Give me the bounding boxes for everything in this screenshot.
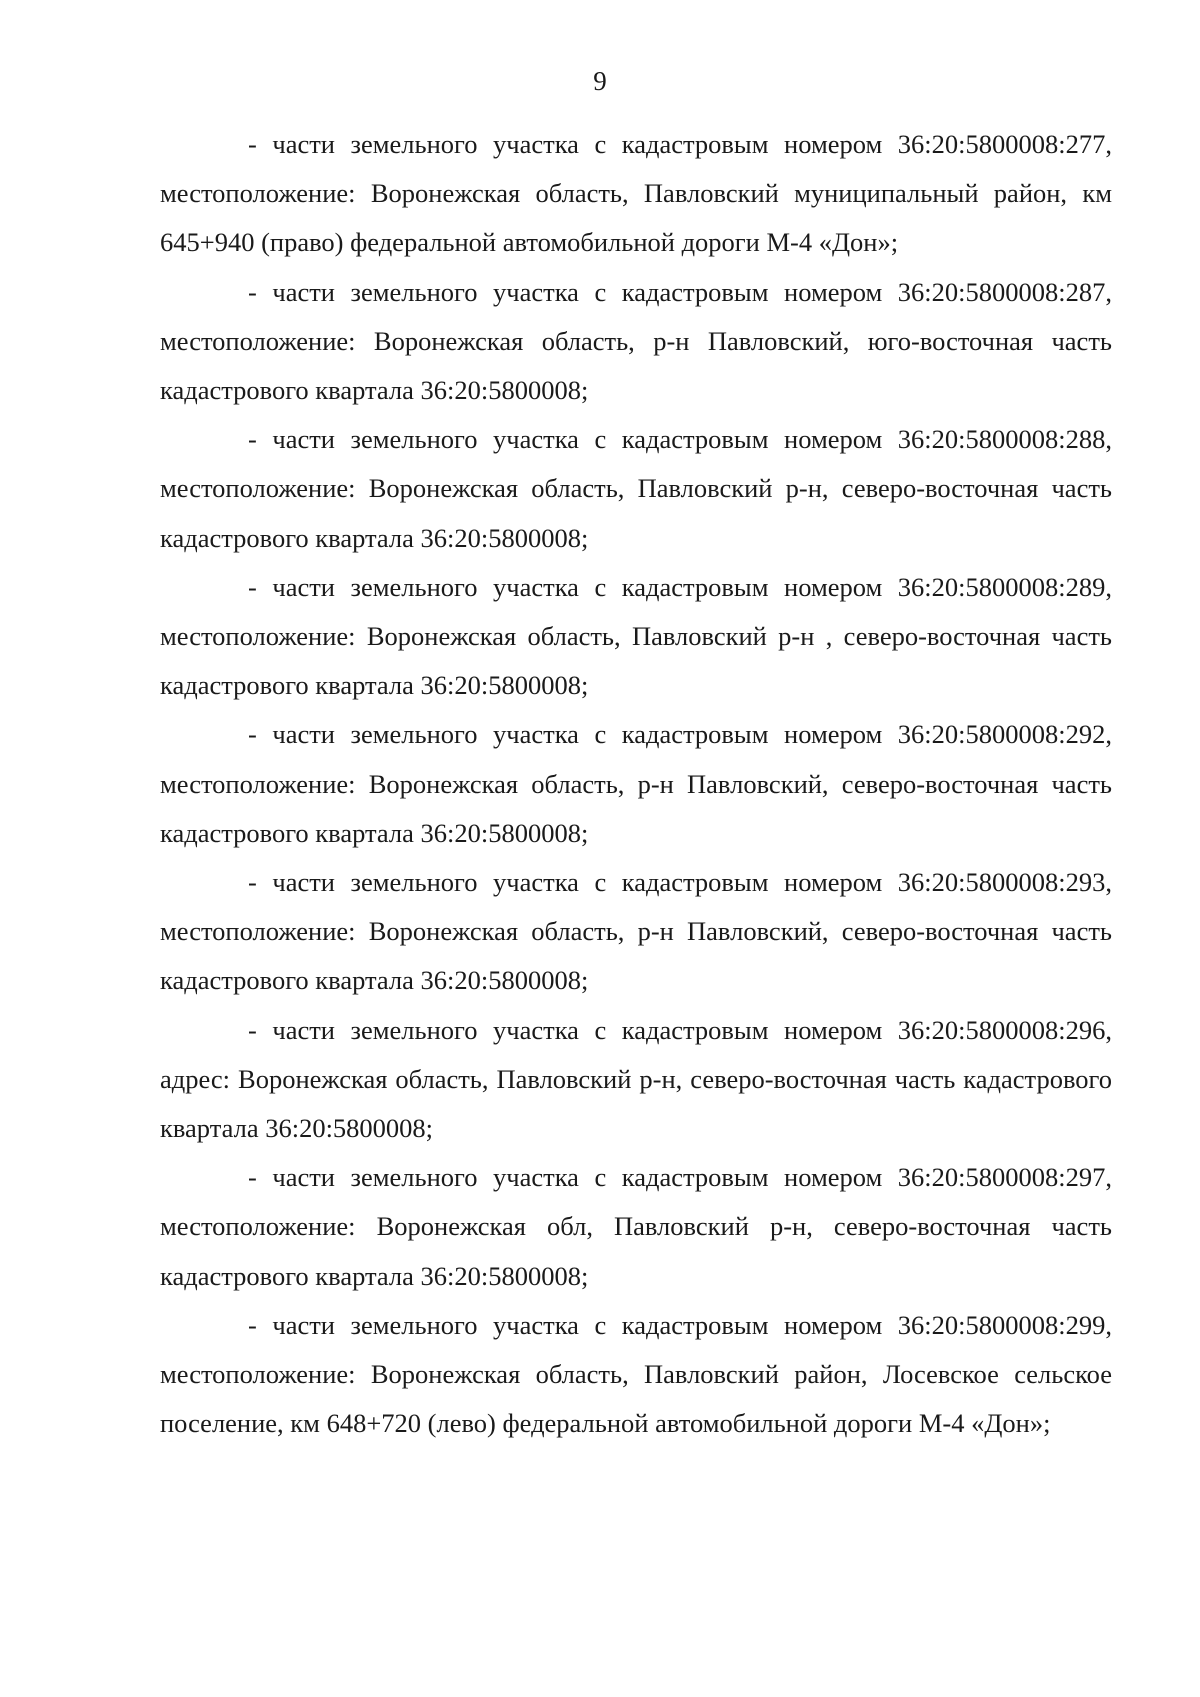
list-item: - части земельного участка с кадастровым номером 36:20:5800008:296, адрес: Воронежская область, Павловский р-н, северо-восточная часть кадастрового квартала 36:20:5800008; (160, 1014, 1112, 1144)
list-item: - части земельного участка с кадастровым номером 36:20:5800008:289, местоположение: Воронежская область, Павловский р-н , северо-восточная часть кадастрового квартала 36:20:5800008; (160, 571, 1112, 701)
list-item: - части земельного участка с кадастровым номером 36:20:5800008:288, местоположение: Воронежская область, Павловский р-н, северо-восточная часть кадастрового квартала 36:20:5800008; (160, 424, 1112, 553)
list-item: - части земельного участка с кадастровым номером 36:20:5800008:293, местоположение: Воронежская область, р-н Павловский, северо-восточная часть кадастрового квартала 36:20:5800008; (160, 867, 1112, 996)
list-item: - части земельного участка с кадастровым номером 36:20:5800008:292, местоположение: Воронежская область, р-н Павловский, северо-восточная часть кадастрового квартала 36:20:5800008; (160, 719, 1112, 848)
list-item: - части земельного участка с кадастровым номером 36:20:5800008:297, местоположение: Воронежская обл, Павловский р-н, северо-восточная часть кадастрового квартала 36:20:5800008; (160, 1162, 1112, 1291)
document-body (160, 120, 1112, 1448)
page-number: 9 (593, 66, 607, 96)
list-item: - части земельного участка с кадастровым номером 36:20:5800008:287, местоположение: Воронежская область, р-н Павловский, юго-восточная часть кадастрового квартала 36:20:5800008; (160, 276, 1112, 406)
list-item: - части земельного участка с кадастровым номером 36:20:5800008:299, местоположение: Воронежская область, Павловский район, Лосевское сельское поселение, км 648+720 (лево) федеральной автомобильной дороги М-4 «Дон»; (160, 1309, 1112, 1439)
list-item: - части земельного участка с кадастровым номером 36:20:5800008:277, местоположение: Воронежская область, Павловский муниципальный район, км 645+940 (право) федеральной автомобильной дороги М-4 «Дон»; (160, 129, 1112, 258)
